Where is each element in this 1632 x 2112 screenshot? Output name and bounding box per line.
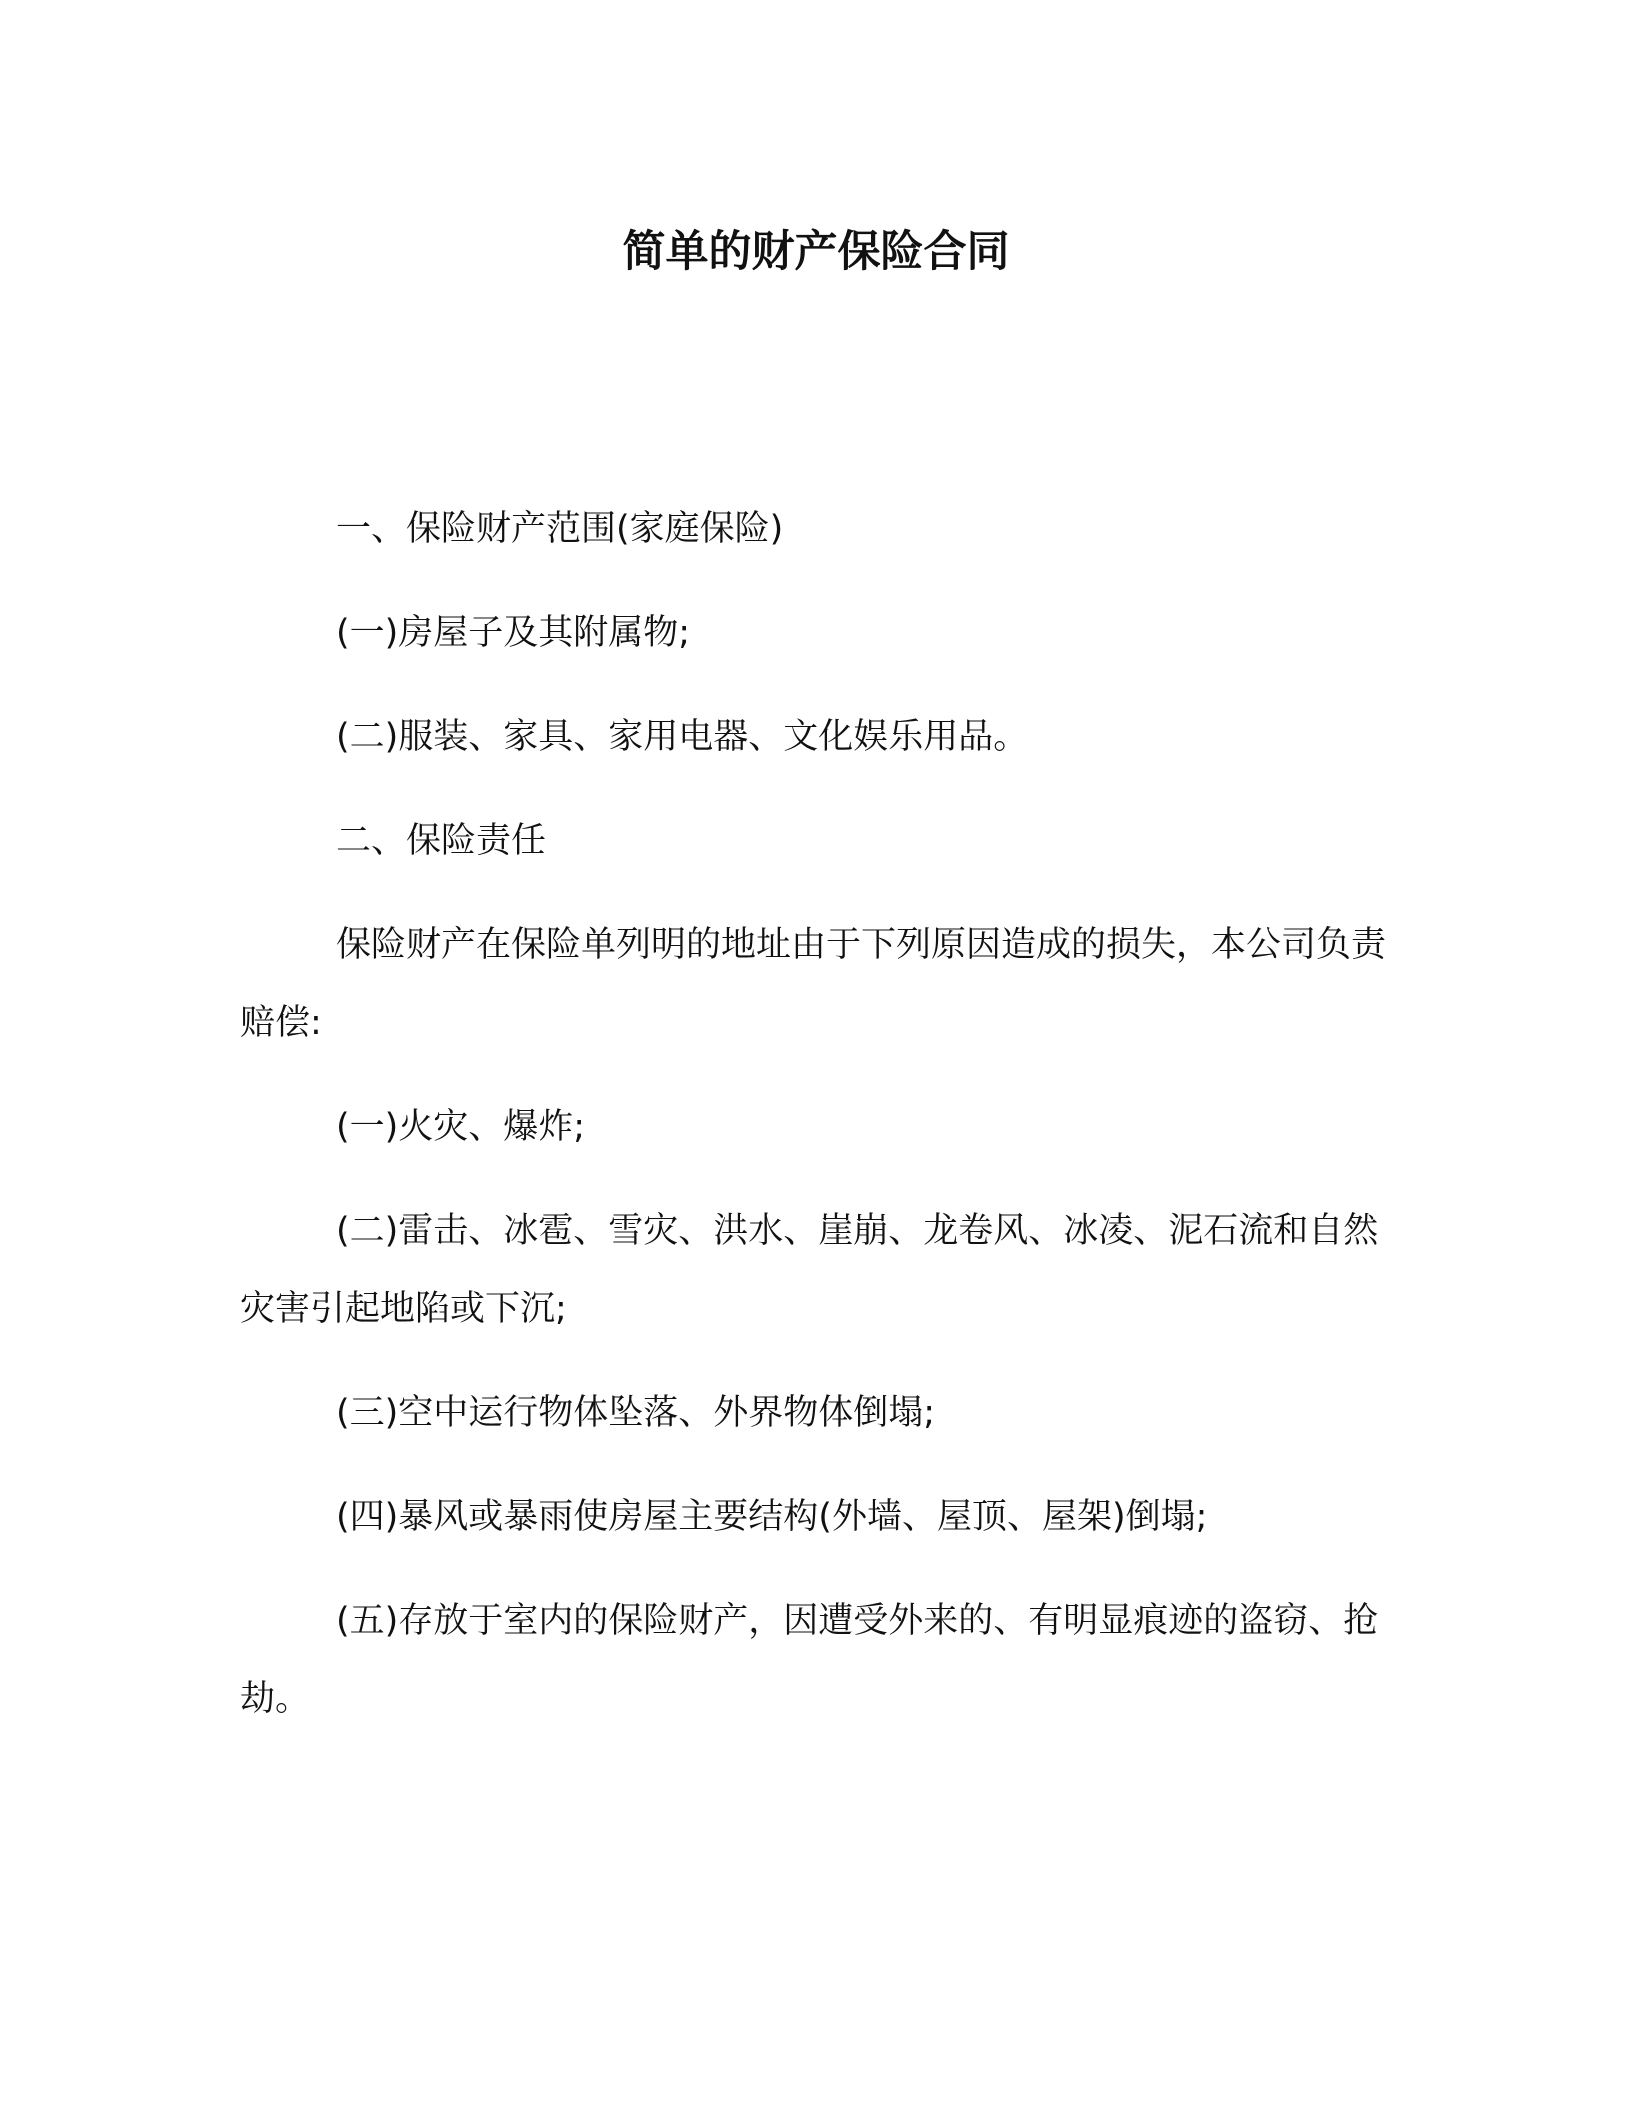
document-title: 简单的财产保险合同	[622, 227, 1010, 277]
body-paragraph: 保险财产在保险单列明的地址由于下列原因造成的损失，本公司负责赔偿:	[240, 925, 1387, 1043]
section-heading-liability: 二、保险责任	[336, 821, 547, 861]
list-item: (一)火灾、爆炸;	[336, 1107, 586, 1147]
list-item: (一)房屋子及其附属物;	[336, 613, 691, 653]
section-heading-scope: 一、保险财产范围(家庭保险)	[336, 509, 784, 549]
list-item: (三)空中运行物体坠落、外界物体倒塌;	[336, 1393, 936, 1433]
document-body	[240, 490, 1390, 1764]
list-item: (二)雷击、冰雹、雪灾、洪水、崖崩、龙卷风、冰凌、泥石流和自然灾害引起地陷或下沉;	[240, 1211, 1379, 1329]
list-item: (五)存放于室内的保险财产，因遭受外来的、有明显痕迹的盗窃、抢劫。	[240, 1601, 1379, 1719]
list-item: (四)暴风或暴雨使房屋主要结构(外墙、屋顶、屋架)倒塌;	[336, 1497, 1208, 1537]
list-item: (二)服装、家具、家用电器、文化娱乐用品。	[336, 717, 1029, 757]
